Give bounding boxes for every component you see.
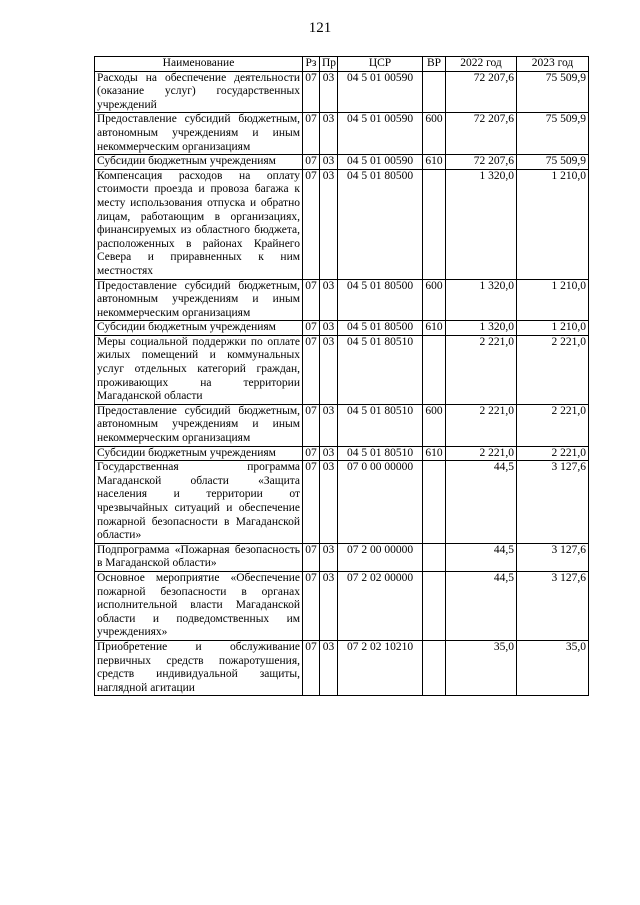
row-rz: 07: [303, 543, 320, 571]
row-name: Предоставление субсидий бюджетным, автономным учреждениям и иным некоммерческим организациям: [95, 404, 303, 446]
table-row: [95, 404, 589, 446]
table-row: [95, 640, 589, 695]
row-pr: 03: [320, 279, 338, 321]
row-name: Расходы на обеспечение деятельности (оказание услуг) государственных учреждений: [95, 71, 303, 113]
row-2023: 3 127,6: [517, 543, 589, 571]
row-csr: 04 5 01 80510: [338, 404, 423, 446]
row-pr: 03: [320, 321, 338, 336]
header-csr: ЦСР: [338, 57, 423, 72]
row-2022: 1 320,0: [446, 321, 517, 336]
row-2022: 1 320,0: [446, 169, 517, 279]
row-csr: 04 5 01 80510: [338, 335, 423, 404]
row-2023: 75 509,9: [517, 71, 589, 113]
row-vr: 600: [423, 404, 446, 446]
header-row: [95, 57, 589, 72]
row-name: Компенсация расходов на оплату стоимости проезда и провоза багажа к месту использования отпуска и обратно лицам, работающим в организациях, финансируемых из областного бюджета, расположенных в районах Крайнего Севера и приравненных к ним местностях: [95, 169, 303, 279]
table-row: [95, 169, 589, 279]
row-2023: 2 221,0: [517, 446, 589, 461]
row-pr: 03: [320, 169, 338, 279]
row-2022: 2 221,0: [446, 404, 517, 446]
table-row: [95, 461, 589, 544]
row-csr: 04 5 01 80500: [338, 321, 423, 336]
row-rz: 07: [303, 571, 320, 640]
row-pr: 03: [320, 640, 338, 695]
row-name: Основное мероприятие «Обеспечение пожарной безопасности в органах исполнительной власти Магаданской области и подведомственных им учреждениях»: [95, 571, 303, 640]
row-csr: 07 2 02 10210: [338, 640, 423, 695]
row-2023: 2 221,0: [517, 335, 589, 404]
row-pr: 03: [320, 461, 338, 544]
row-2023: 75 509,9: [517, 155, 589, 170]
row-vr: [423, 640, 446, 695]
row-2023: 3 127,6: [517, 461, 589, 544]
row-2023: 1 210,0: [517, 321, 589, 336]
row-name: Предоставление субсидий бюджетным, автономным учреждениям и иным некоммерческим организациям: [95, 113, 303, 155]
header-rz: Рз: [303, 57, 320, 72]
row-rz: 07: [303, 71, 320, 113]
row-rz: 07: [303, 404, 320, 446]
row-csr: 07 0 00 00000: [338, 461, 423, 544]
row-rz: 07: [303, 279, 320, 321]
row-2023: 1 210,0: [517, 169, 589, 279]
row-vr: [423, 543, 446, 571]
row-rz: 07: [303, 461, 320, 544]
row-vr: 610: [423, 155, 446, 170]
row-2022: 2 221,0: [446, 446, 517, 461]
row-name: Предоставление субсидий бюджетным, автономным учреждениям и иным некоммерческим организациям: [95, 279, 303, 321]
row-name: Подпрограмма «Пожарная безопасность в Магаданской области»: [95, 543, 303, 571]
table-row: [95, 571, 589, 640]
row-pr: 03: [320, 71, 338, 113]
row-name: Приобретение и обслуживание первичных средств пожаротушения, средств индивидуальной защиты, наглядной агитации: [95, 640, 303, 695]
table-row: [95, 446, 589, 461]
row-vr: [423, 71, 446, 113]
row-pr: 03: [320, 335, 338, 404]
row-csr: 04 5 01 00590: [338, 113, 423, 155]
row-csr: 04 5 01 80500: [338, 279, 423, 321]
row-vr: 610: [423, 321, 446, 336]
row-vr: [423, 571, 446, 640]
row-name: Субсидии бюджетным учреждениям: [95, 155, 303, 170]
row-rz: 07: [303, 113, 320, 155]
row-vr: 600: [423, 113, 446, 155]
row-vr: [423, 169, 446, 279]
table-row: [95, 279, 589, 321]
row-2022: 72 207,6: [446, 71, 517, 113]
row-pr: 03: [320, 404, 338, 446]
row-pr: 03: [320, 113, 338, 155]
row-rz: 07: [303, 335, 320, 404]
header-2022: 2022 год: [446, 57, 517, 72]
row-2023: 35,0: [517, 640, 589, 695]
row-vr: [423, 461, 446, 544]
row-2022: 2 221,0: [446, 335, 517, 404]
table-row: [95, 543, 589, 571]
row-csr: 04 5 01 00590: [338, 155, 423, 170]
table-row: [95, 113, 589, 155]
row-csr: 07 2 00 00000: [338, 543, 423, 571]
row-2023: 75 509,9: [517, 113, 589, 155]
row-name: Меры социальной поддержки по оплате жилых помещений и коммунальных услуг отдельных категорий граждан, проживающих на территории Магаданской области: [95, 335, 303, 404]
budget-table: [94, 56, 589, 696]
row-vr: 610: [423, 446, 446, 461]
row-2023: 3 127,6: [517, 571, 589, 640]
row-name: Государственная программа Магаданской области «Защита населения и территории от чрезвычайных ситуаций и обеспечение пожарной безопасности в Магаданской области»: [95, 461, 303, 544]
row-rz: 07: [303, 321, 320, 336]
row-2022: 44,5: [446, 461, 517, 544]
page-number: 121: [308, 20, 332, 36]
header-name: Наименование: [95, 57, 303, 72]
table-row: [95, 155, 589, 170]
row-pr: 03: [320, 543, 338, 571]
row-rz: 07: [303, 155, 320, 170]
row-csr: 04 5 01 80500: [338, 169, 423, 279]
row-csr: 04 5 01 80510: [338, 446, 423, 461]
row-rz: 07: [303, 640, 320, 695]
row-vr: [423, 335, 446, 404]
row-2023: 1 210,0: [517, 279, 589, 321]
row-csr: 07 2 02 00000: [338, 571, 423, 640]
header-vr: ВР: [423, 57, 446, 72]
table-row: [95, 335, 589, 404]
row-2022: 1 320,0: [446, 279, 517, 321]
row-2022: 72 207,6: [446, 113, 517, 155]
row-rz: 07: [303, 169, 320, 279]
row-2022: 72 207,6: [446, 155, 517, 170]
row-pr: 03: [320, 155, 338, 170]
row-2022: 44,5: [446, 571, 517, 640]
row-2022: 35,0: [446, 640, 517, 695]
row-2023: 2 221,0: [517, 404, 589, 446]
row-name: Субсидии бюджетным учреждениям: [95, 446, 303, 461]
header-2023: 2023 год: [517, 57, 589, 72]
row-csr: 04 5 01 00590: [338, 71, 423, 113]
row-name: Субсидии бюджетным учреждениям: [95, 321, 303, 336]
table-row: [95, 321, 589, 336]
row-pr: 03: [320, 446, 338, 461]
row-vr: 600: [423, 279, 446, 321]
header-pr: Пр: [320, 57, 338, 72]
table-row: [95, 71, 589, 113]
row-pr: 03: [320, 571, 338, 640]
row-2022: 44,5: [446, 543, 517, 571]
row-rz: 07: [303, 446, 320, 461]
